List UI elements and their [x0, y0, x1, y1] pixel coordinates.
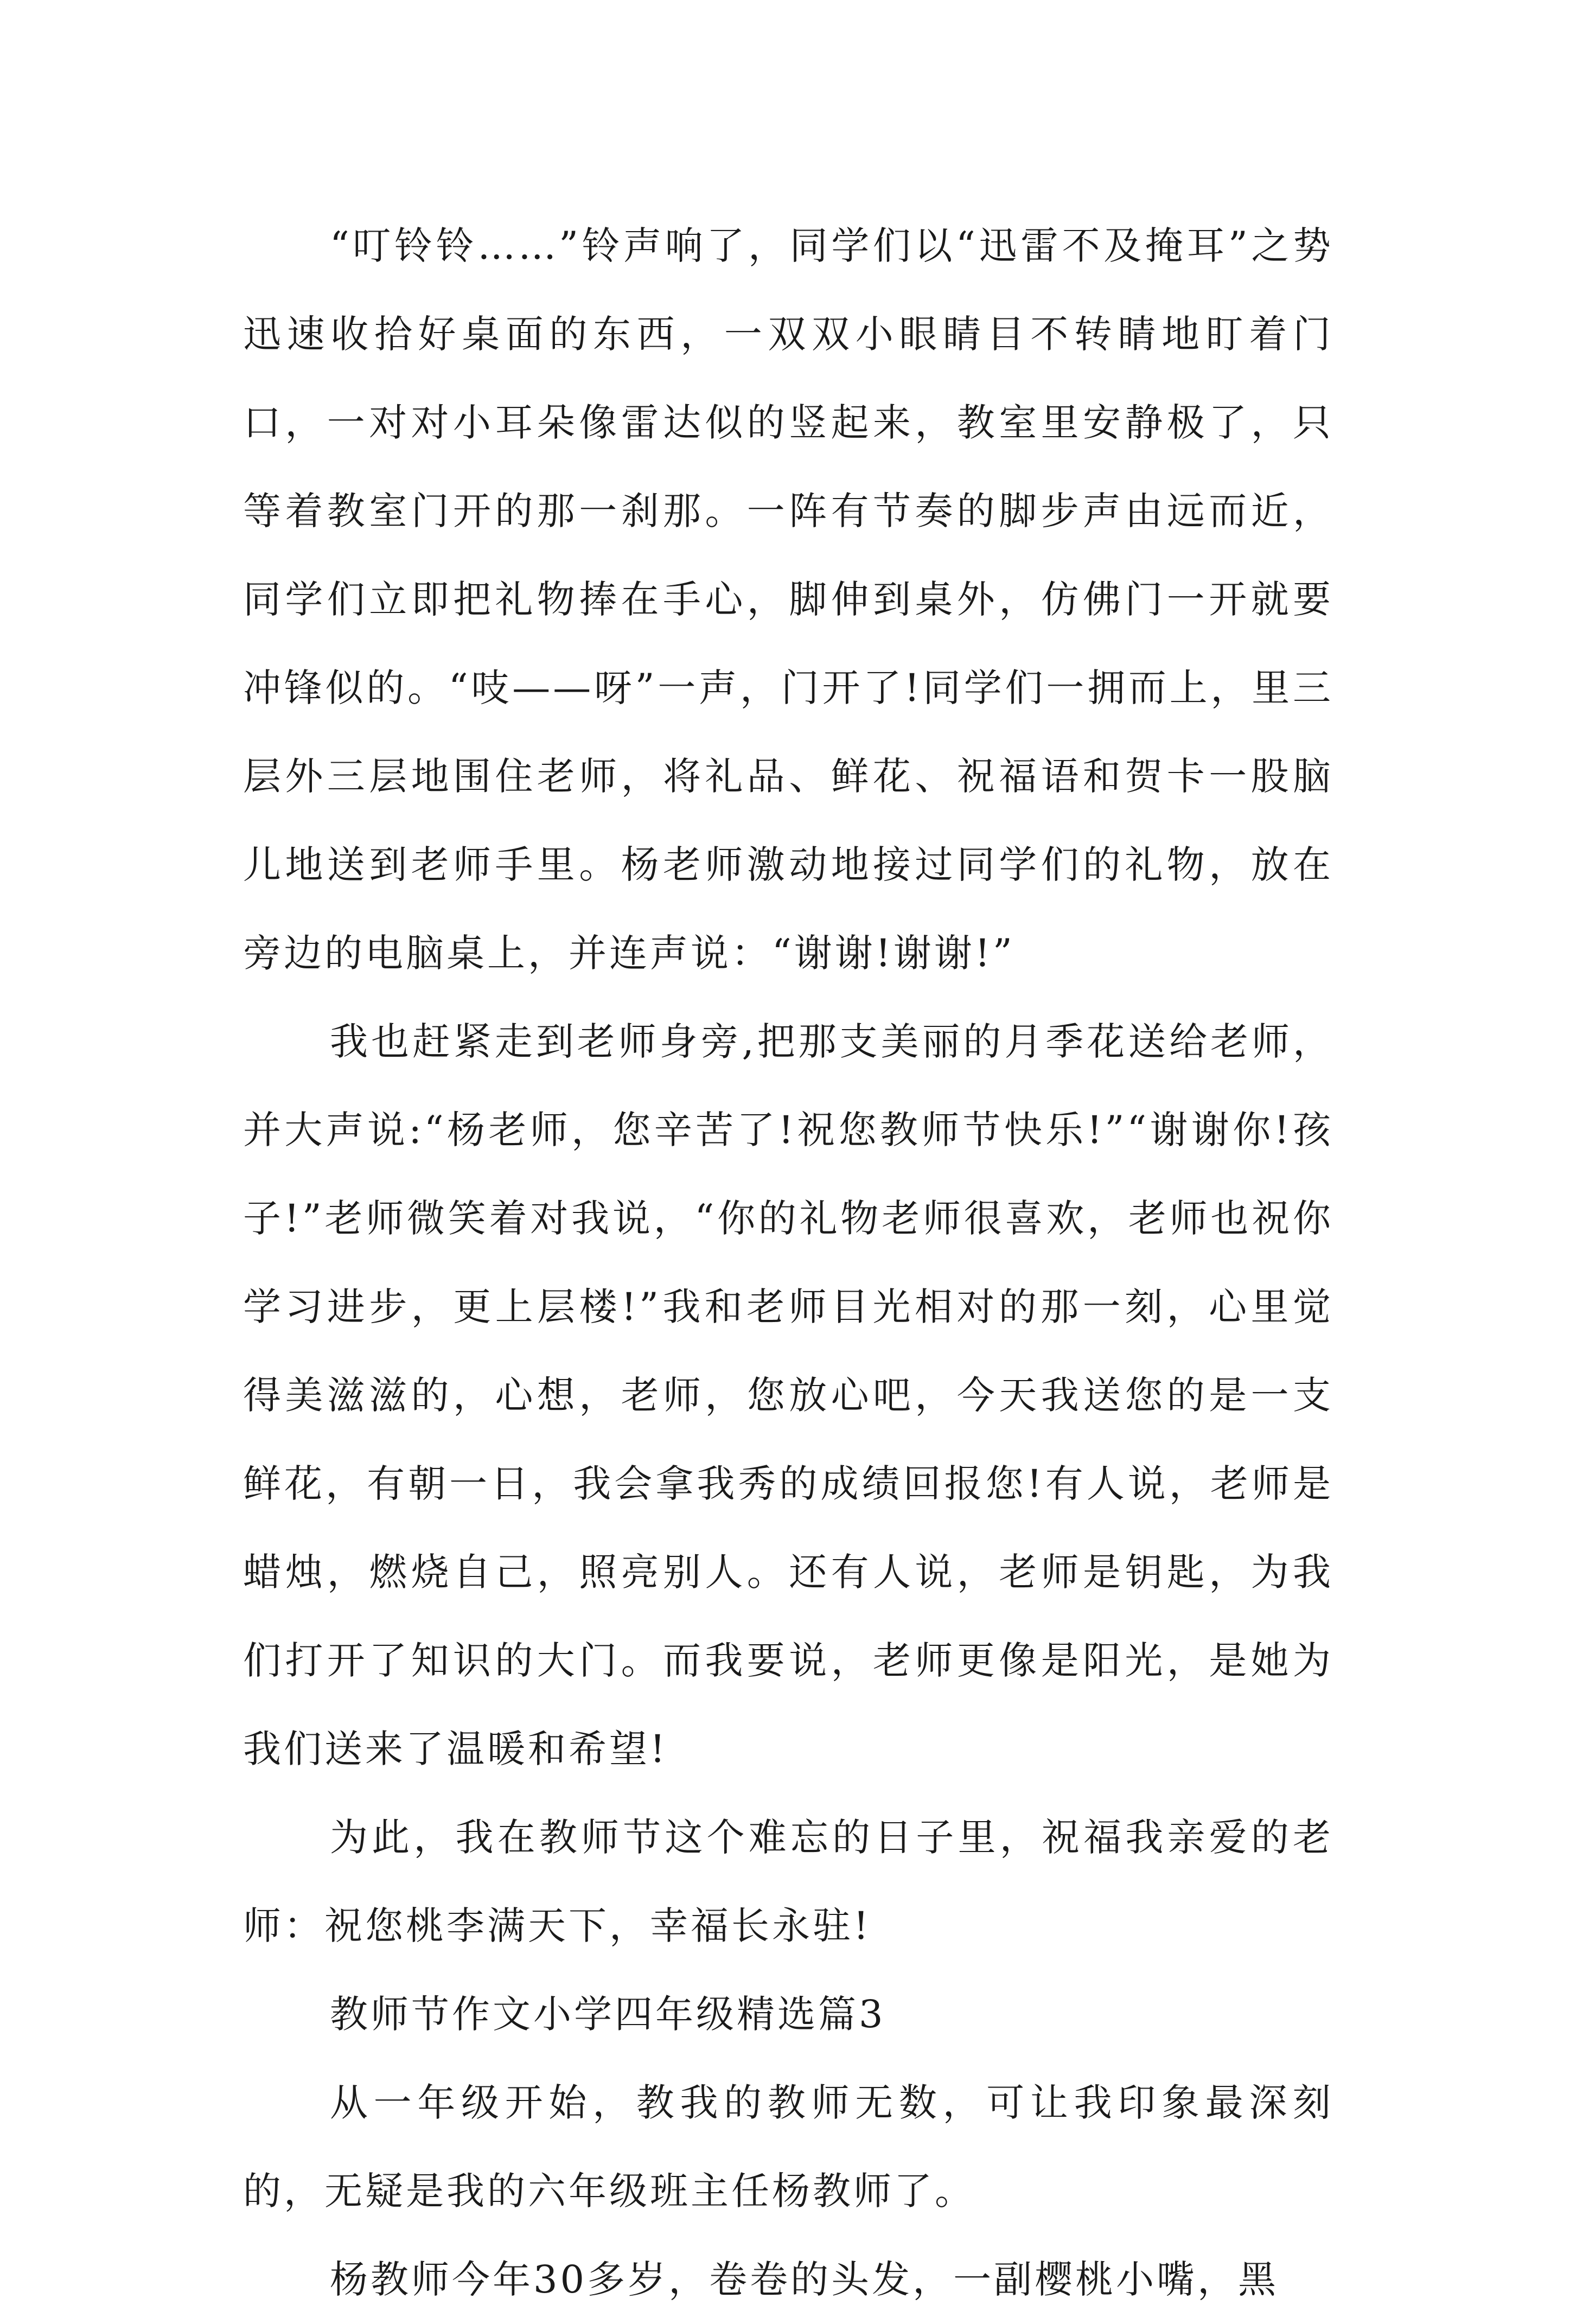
paragraph-5: 杨教师今年30多岁，卷卷的头发，一副樱桃小嘴，黑	[330, 2257, 1279, 2302]
paragraph-4: 从一年级开始，教我的教师无数，可让我印象最深刻的，无疑是我的六年级班主任杨教师了。	[243, 2080, 1333, 2213]
paragraph-1: “叮铃铃……”铃声响了，同学们以“迅雷不及掩耳”之势迅速收拾好桌面的东西，一双双小眼睛目不转睛地盯着门口，一对对小耳朵像雷达似的竖起来，教室里安静极了，只等着教室门开的那一刹那。一阵有节奏的脚步声由远而近，同学们立即把礼物捧在手心，脚伸到桌外，仿佛门一开就要冲锋似的。“吱——呀”一声，门开了!同学们一拥而上，里三层外三层地围住老师，将礼品、鲜花、祝福语和贺卡一股脑儿地送到老师手里。杨老师激动地接过同学们的礼物，放在旁边的电脑桌上，并连声说：“谢谢!谢谢!”	[243, 224, 1333, 975]
paragraph-3: 为此，我在教师节这个难忘的日子里，祝福我亲爱的老师：祝您桃李满天下，幸福长永驻!	[243, 1815, 1333, 1948]
section-heading: 教师节作文小学四年级精选篇3	[330, 1992, 886, 2036]
paragraph-2: 我也赶紧走到老师身旁,把那支美丽的月季花送给老师，并大声说:“杨老师，您辛苦了!祝您教师节快乐!”“谢谢你!孩子!”老师微笑着对我说，“你的礼物老师很喜欢，老师也祝你学习进步，更上层楼!”我和老师目光相对的那一刻，心里觉得美滋滋的，心想，老师，您放心吧，今天我送您的是一支鲜花，有朝一日，我会拿我秀的成绩回报您!有人说，老师是蜡烛，燃烧自己，照亮别人。还有人说，老师是钥匙，为我们打开了知识的大门。而我要说，老师更像是阳光，是她为我们送来了温暖和希望!	[243, 1019, 1333, 1771]
document-body	[243, 202, 1333, 2324]
